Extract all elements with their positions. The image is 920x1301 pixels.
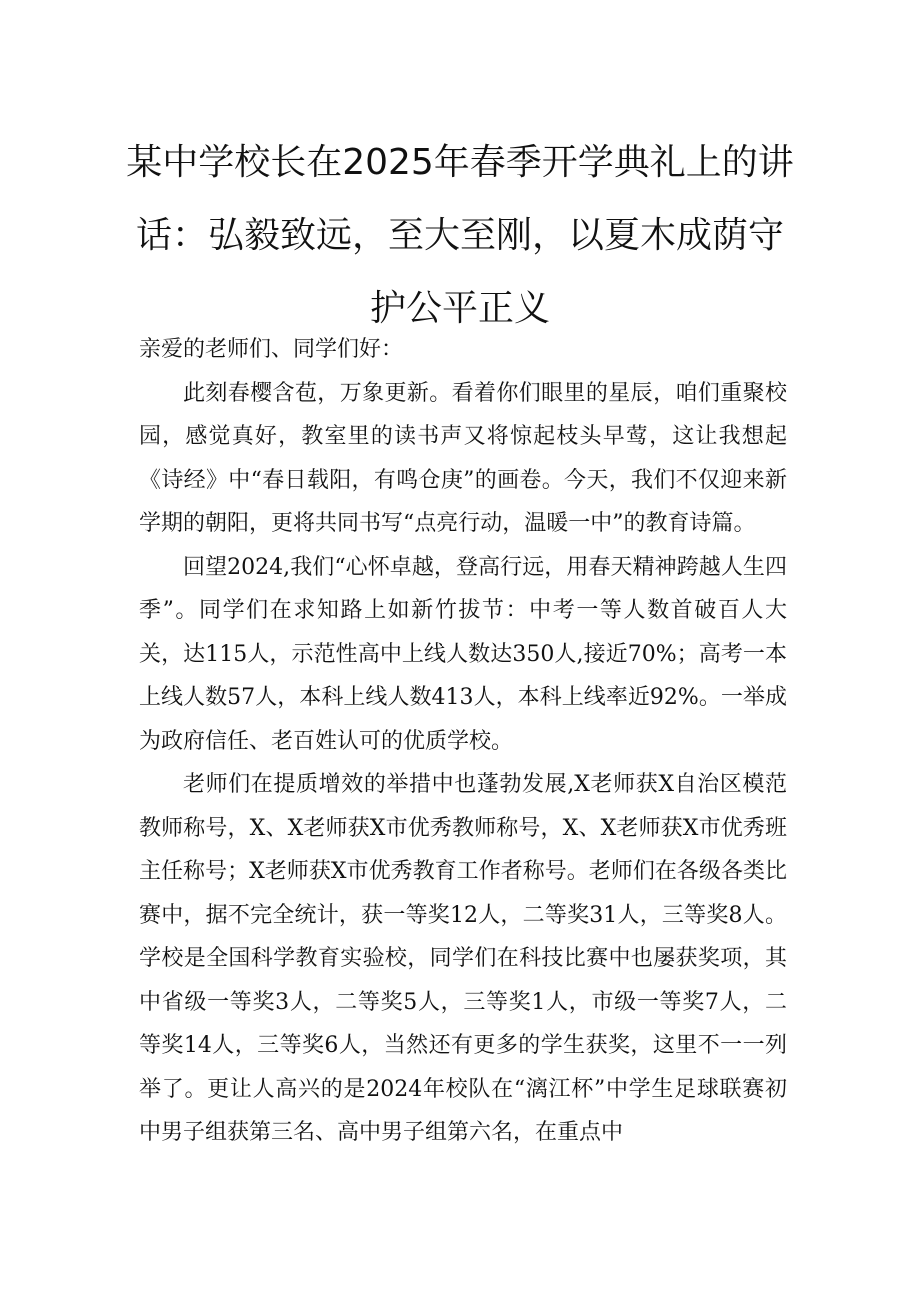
paragraph-opening: 此刻春樱含苞，万象更新。看着你们眼里的星辰，咱们重聚校园，感觉真好，教室里的读书声又将惊起枝头早莺，这让我想起《诗经》中“春日载阳，有鸣仓庚”的画卷。今天，我们不仅迎来新学期的朝阳，更将共同书写“点亮行动，温暖一中”的教育诗篇。 bbox=[139, 380, 787, 536]
document-body bbox=[139, 328, 787, 1155]
greeting-line: 亲爱的老师们、同学们好： bbox=[139, 337, 404, 362]
paragraph-teacher-achievements: 老师们在提质增效的举措中也蓬勃发展,X老师获X自治区模范教师称号，X、X老师获X市优秀教师称号，X、X老师获X市优秀班主任称号；X老师获X市优秀教育工作者称号。老师们在各级各类比赛中，据不完全统计，获一等奖12人，二等奖31人，三等奖8人。学校是全国科学教育实验校，同学们在科技比赛中也屡获奖项，其中省级一等奖3人，二等奖5人，三等奖1人，市级一等奖7人，二等奖14人，三等奖6人，当然还有更多的学生获奖，这里不一一列举了。更让人高兴的是2024年校队在“漓江杯”中学生足球联赛初中男子组获第三名、高中男子组第六名，在重点中 bbox=[139, 772, 787, 1145]
paragraph-review-2024: 回望2024,我们“心怀卓越，登高行远，用春天精神跨越人生四季”。同学们在求知路上如新竹拔节：中考一等人数首破百人大关，达115人，示范性高中上线人数达350人,接近70%；高考一本上线人数57人，本科上线人数413人，本科上线率近92%。一举成为政府信任、老百姓认可的优质学校。 bbox=[139, 554, 787, 754]
document-title: 某中学校长在2025年春季开学典礼上的讲话：弘毅致远，至大至刚，以夏木成荫守护公平正义 bbox=[126, 142, 794, 329]
